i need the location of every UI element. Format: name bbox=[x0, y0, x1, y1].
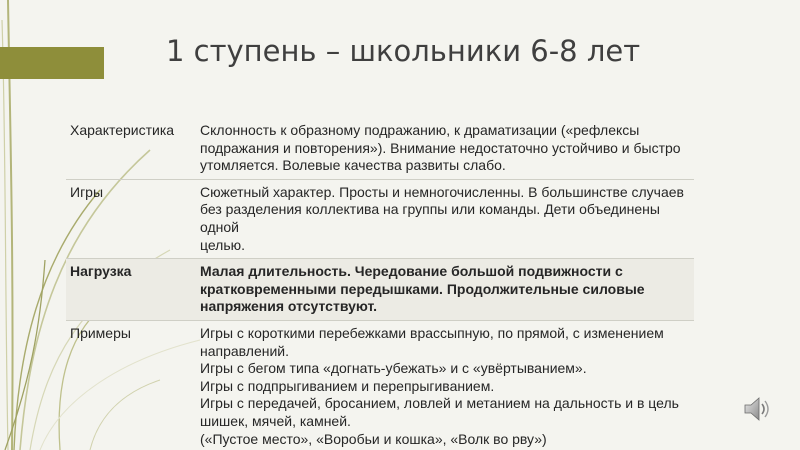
value-line: Игры с бегом типа «догнать-убежать» и с «увёртыванием». bbox=[200, 360, 587, 377]
page-title: 1 ступень – школьники 6-8 лет bbox=[166, 34, 641, 68]
value-line: целью. bbox=[200, 236, 246, 253]
value-line: утомляется. Волевые качества развиты слабо. bbox=[200, 157, 506, 174]
value-line: шишек, мячей, камней. bbox=[200, 412, 351, 429]
value-line: Сюжетный характер. Просты и немногочисленны. В большинстве случаев bbox=[200, 183, 684, 200]
row-key: Игры bbox=[66, 179, 194, 258]
value-line: Игры с подпрыгиванием и перепрыгиванием. bbox=[200, 377, 495, 394]
speaker-icon[interactable] bbox=[743, 394, 771, 424]
row-value bbox=[194, 320, 694, 450]
value-line: подражания и повторения»). Внимание недостаточно устойчиво и быстро bbox=[200, 139, 681, 156]
value-line: Малая длительность. Чередование большой подвижности с bbox=[200, 263, 623, 280]
value-line: Склонность к образному подражанию, к драматизации («рефлексы bbox=[200, 122, 640, 138]
row-value bbox=[194, 259, 694, 321]
info-table bbox=[66, 118, 694, 450]
table-row bbox=[66, 320, 694, 450]
row-key: Примеры bbox=[66, 320, 194, 450]
title-accent-bar bbox=[0, 47, 104, 79]
value-line: кратковременными передышками. Продолжительные силовые bbox=[200, 280, 645, 297]
value-line: напряжения отсутствуют. bbox=[200, 298, 377, 315]
table-row bbox=[66, 118, 694, 179]
value-line: без разделения коллектива на группы или команды. Дети объединены одной bbox=[200, 201, 660, 235]
value-line: направлений. bbox=[200, 342, 290, 359]
row-value bbox=[194, 179, 694, 258]
value-line: Игры с короткими перебежками врассыпную, по прямой, с изменением bbox=[200, 324, 664, 341]
row-key: Нагрузка bbox=[66, 259, 194, 321]
table-row bbox=[66, 259, 694, 321]
value-line: Игры с передачей, бросанием, ловлей и метанием на дальность и в цель bbox=[200, 395, 679, 412]
table-row bbox=[66, 179, 694, 258]
value-line: («Пустое место», «Воробьи и кошка», «Волк во рву») bbox=[200, 430, 547, 447]
row-value bbox=[194, 118, 694, 179]
row-key: Характеристика bbox=[70, 122, 175, 138]
